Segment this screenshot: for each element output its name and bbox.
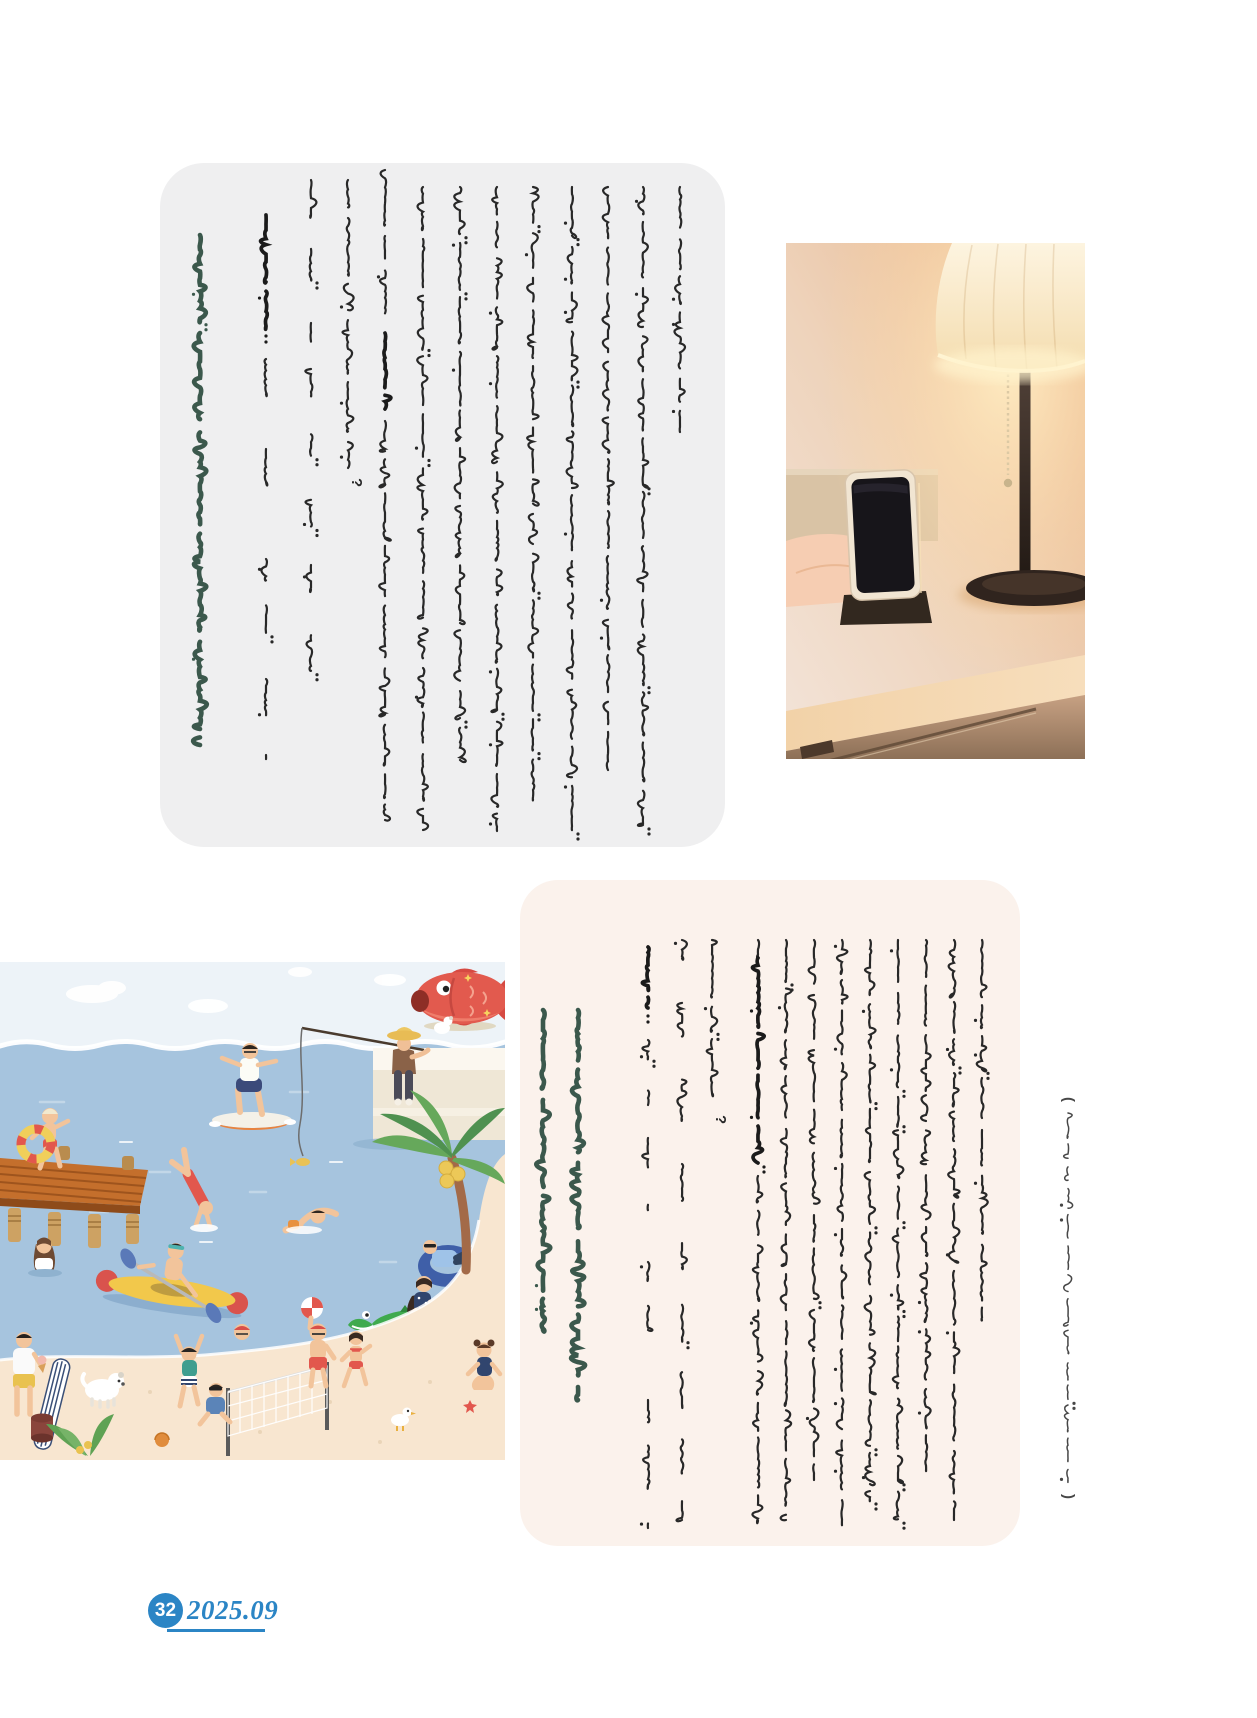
script-columns — [520, 880, 1020, 1546]
svg-text:?: ? — [348, 478, 365, 488]
photo-credit-caption — [1048, 1087, 1088, 1512]
peeking-kid — [234, 1324, 250, 1340]
script-columns — [160, 163, 725, 847]
page-footer — [148, 1593, 278, 1628]
qa-card-bottom — [520, 880, 1020, 1546]
svg-text:?: ? — [712, 1115, 729, 1125]
svg-text:): ) — [1060, 1494, 1077, 1499]
photo-bedside-lamp — [786, 243, 1085, 759]
page-number-badge — [148, 1593, 183, 1628]
illustration-beach-scene — [0, 962, 505, 1460]
qa-card-top — [160, 163, 725, 847]
issue-date: 2025.09 — [187, 1595, 279, 1625]
page-number: 32 — [154, 1599, 177, 1621]
svg-text:(: ( — [1060, 1097, 1077, 1102]
issue-underline — [167, 1629, 265, 1632]
